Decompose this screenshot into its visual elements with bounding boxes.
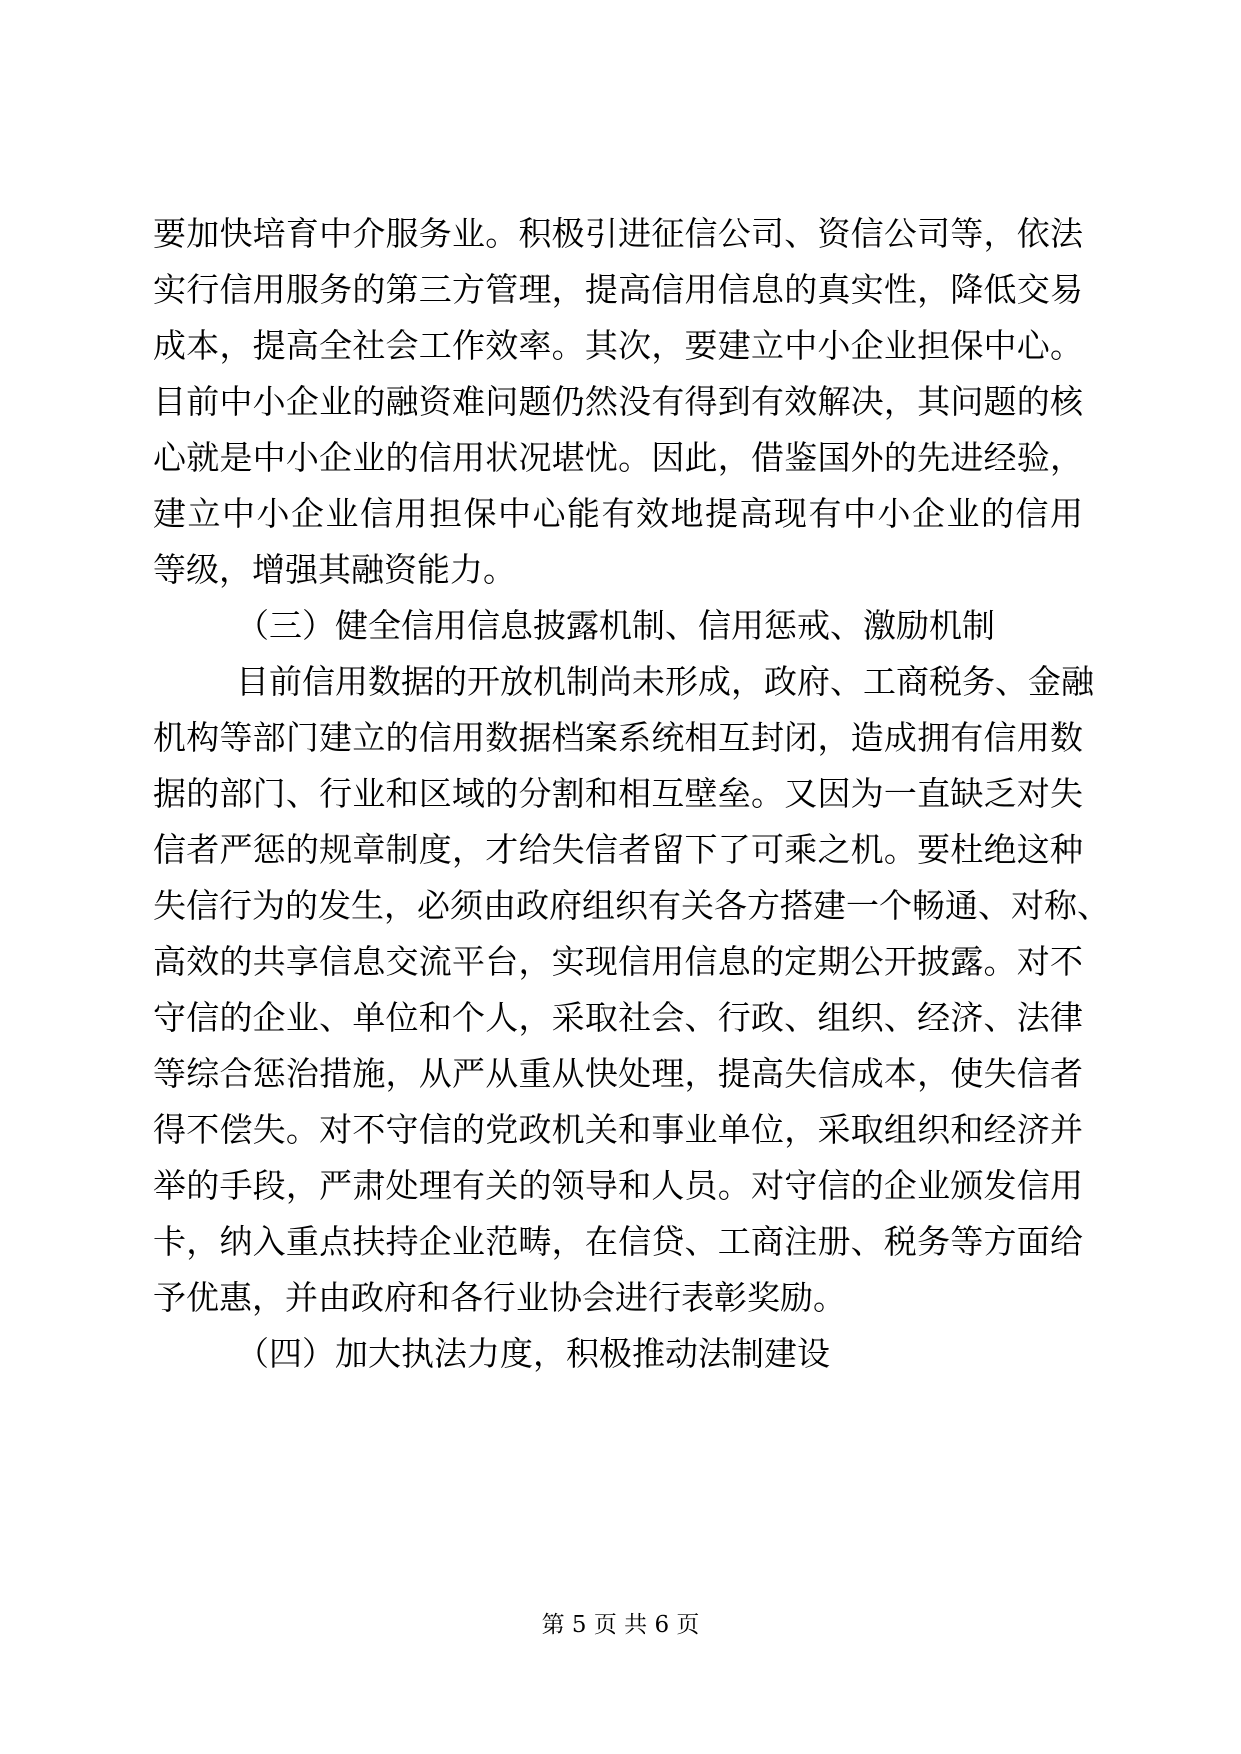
paragraph-line: 机构等部门建立的信用数据档案系统相互封闭，造成拥有信用数 <box>153 718 1083 757</box>
paragraph-line: 信者严惩的规章制度，才给失信者留下了可乘之机。要杜绝这种 <box>153 830 1083 869</box>
paragraph-line: 成本，提高全社会工作效率。其次，要建立中小企业担保中心。 <box>153 326 1083 365</box>
paragraph-line: 等综合惩治措施，从严从重从快处理，提高失信成本，使失信者 <box>153 1054 1083 1093</box>
paragraph-line: 举的手段，严肃处理有关的领导和人员。对守信的企业颁发信用 <box>153 1166 1083 1205</box>
paragraph-line: 卡，纳入重点扶持企业范畴，在信贷、工商注册、税务等方面给 <box>153 1222 1083 1261</box>
paragraph-line: 实行信用服务的第三方管理，提高信用信息的真实性，降低交易 <box>153 270 1083 309</box>
paragraph-line: 高效的共享信息交流平台，实现信用信息的定期公开披露。对不 <box>153 942 1083 981</box>
paragraph-line: 要加快培育中介服务业。积极引进征信公司、资信公司等，依法 <box>153 214 1083 253</box>
section-heading: （三）健全信用信息披露机制、信用惩戒、激励机制 <box>236 606 995 645</box>
paragraph-line: 建立中小企业信用担保中心能有效地提高现有中小企业的信用 <box>153 494 1083 533</box>
paragraph-line: 守信的企业、单位和个人，采取社会、行政、组织、经济、法律 <box>153 998 1083 1037</box>
paragraph-line: 予优惠，并由政府和各行业协会进行表彰奖励。 <box>153 1278 846 1317</box>
paragraph-line: 心就是中小企业的信用状况堪忧。因此，借鉴国外的先进经验， <box>153 438 1083 477</box>
section-heading: （四）加大执法力度，积极推动法制建设 <box>236 1334 830 1373</box>
paragraph-line: 得不偿失。对不守信的党政机关和事业单位，采取组织和经济并 <box>153 1110 1083 1149</box>
paragraph-line: 目前中小企业的融资难问题仍然没有得到有效解决，其问题的核 <box>153 382 1083 421</box>
paragraph-line: 失信行为的发生，必须由政府组织有关各方搭建一个畅通、对称、 <box>153 886 1110 925</box>
paragraph-line: 等级，增强其融资能力。 <box>153 550 516 589</box>
page-number-footer: 第 5 页 共 6 页 <box>541 1612 700 1638</box>
paragraph-line: 目前信用数据的开放机制尚未形成，政府、工商税务、金融 <box>236 662 1094 701</box>
paragraph-line: 据的部门、行业和区域的分割和相互壁垒。又因为一直缺乏对失 <box>153 774 1083 813</box>
